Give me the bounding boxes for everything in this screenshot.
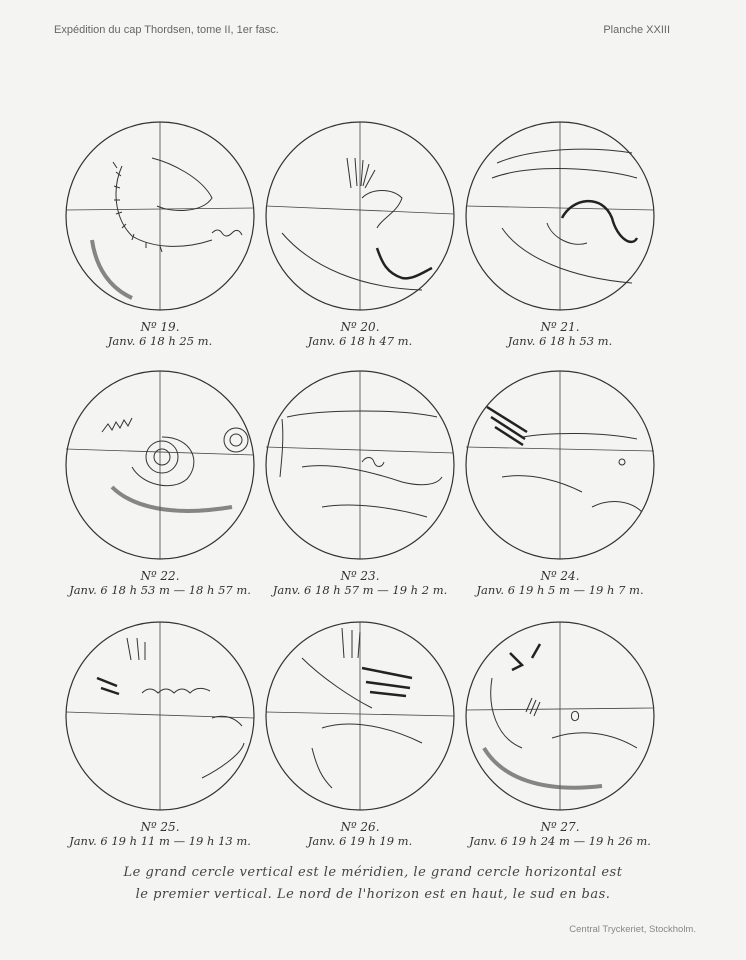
sky-circle-20 xyxy=(262,118,458,314)
plate-number-25: Nº 25. xyxy=(140,820,180,834)
plate-number-27: Nº 27. xyxy=(540,820,580,834)
plate-time-24: Janv. 6 19 h 5 m — 19 h 7 m. xyxy=(476,583,644,597)
header-title: Expédition du cap Thordsen, tome II, 1er fasc. xyxy=(54,24,279,36)
plate-time-21: Janv. 6 18 h 53 m. xyxy=(507,334,613,348)
sky-circle-21 xyxy=(462,118,658,314)
caption xyxy=(60,862,686,906)
sky-circle-24 xyxy=(462,367,658,563)
sky-circle-22 xyxy=(62,367,258,563)
plate-number-26: Nº 26. xyxy=(340,820,380,834)
plate-number: Planche XXIII xyxy=(603,24,670,36)
plate-time-22: Janv. 6 18 h 53 m — 18 h 57 m. xyxy=(69,583,251,597)
sky-plate-24 xyxy=(455,367,665,597)
plate-time-20: Janv. 6 18 h 47 m. xyxy=(307,334,413,348)
printer-credit: Central Tryckeriet, Stockholm. xyxy=(569,924,696,935)
sky-circle-27 xyxy=(462,618,658,814)
plate-time-23: Janv. 6 18 h 57 m — 19 h 2 m. xyxy=(272,583,448,597)
sky-plate-25 xyxy=(55,618,265,848)
sky-plate-19 xyxy=(55,118,265,348)
plate-number-20: Nº 20. xyxy=(340,320,380,334)
plate-number-24: Nº 24. xyxy=(540,569,580,583)
plate-number-22: Nº 22. xyxy=(140,569,180,583)
sky-plate-27 xyxy=(455,618,665,848)
caption-line-2: le premier vertical. Le nord de l'horizon est en haut, le sud en bas. xyxy=(135,887,611,902)
plate-time-27: Janv. 6 19 h 24 m — 19 h 26 m. xyxy=(469,834,651,848)
sky-circle-26 xyxy=(262,618,458,814)
plate-time-26: Janv. 6 19 h 19 m. xyxy=(307,834,413,848)
sky-plate-22 xyxy=(55,367,265,597)
caption-line-1: Le grand cercle vertical est le méridien, le grand cercle horizontal est xyxy=(123,865,623,880)
sky-plate-26 xyxy=(255,618,465,848)
plate-time-25: Janv. 6 19 h 11 m — 19 h 13 m. xyxy=(69,834,251,848)
plate-number-21: Nº 21. xyxy=(540,320,580,334)
sky-circle-23 xyxy=(262,367,458,563)
plate-number-19: Nº 19. xyxy=(140,320,180,334)
sky-circle-19 xyxy=(62,118,258,314)
sky-plate-20 xyxy=(255,118,465,348)
sky-plate-23 xyxy=(255,367,465,597)
sky-circle-25 xyxy=(62,618,258,814)
sky-plate-21 xyxy=(455,118,665,348)
plate-time-19: Janv. 6 18 h 25 m. xyxy=(107,334,213,348)
plate-number-23: Nº 23. xyxy=(340,569,380,583)
